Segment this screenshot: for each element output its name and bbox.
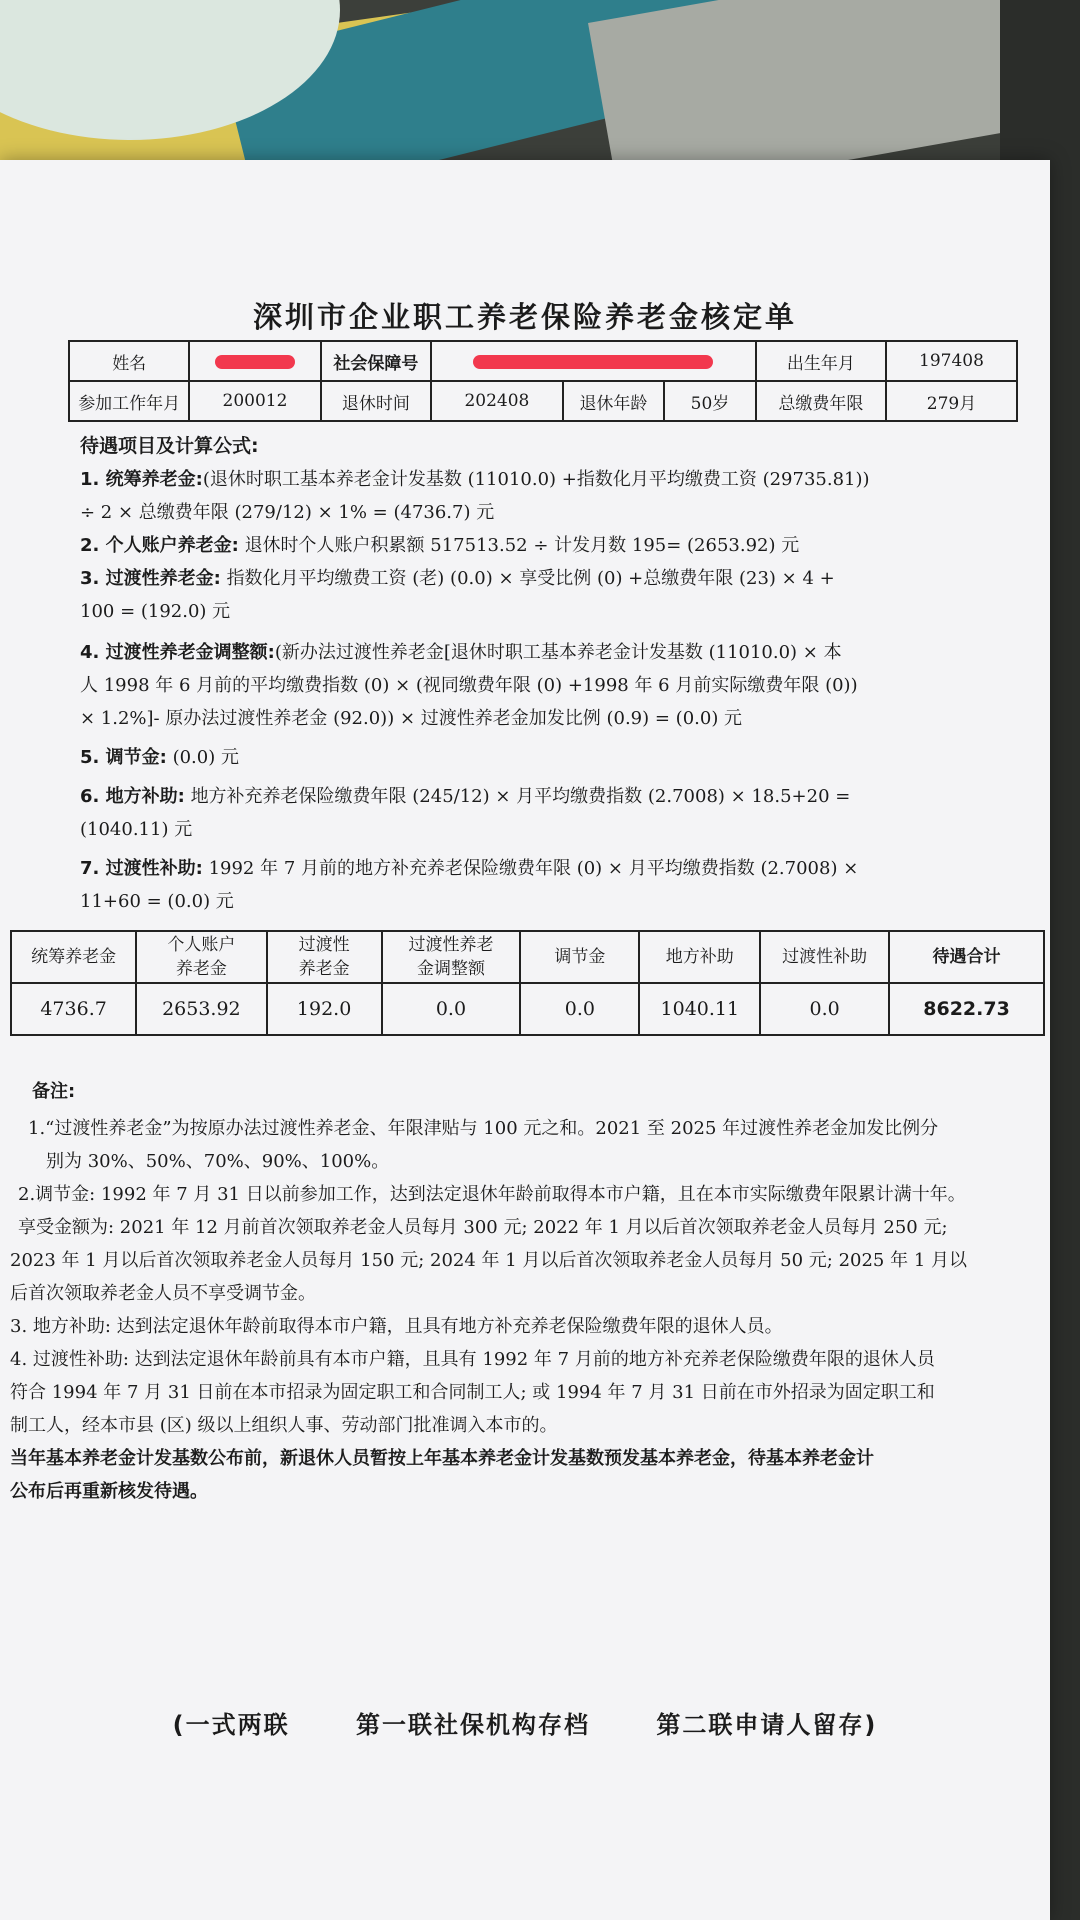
formula-section (80, 430, 1020, 918)
formula-1-text-a: (退休时职工基本养老金计发基数 (11010.0) +指数化月平均缴费工资 (29735.81)) (202, 469, 870, 490)
note-line: 当年基本养老金计发基数公布前，新退休人员暂按上年基本养老金计发基数预发基本养老金，待基本养老金计 (10, 1448, 874, 1469)
formula-6-text-a: 地方补充养老保险缴费年限 (245/12) × 月平均缴费指数 (2.7008) × 18.5+20 = (190, 786, 851, 807)
summary-value-pooled: 4736.7 (11, 983, 136, 1035)
formula-5-label: 5. 调节金: (80, 747, 167, 768)
summary-value-adjustment: 0.0 (382, 983, 521, 1035)
summary-header-text: 过渡性养老 (408, 935, 494, 955)
summary-value-local-subsidy: 1040.11 (639, 983, 760, 1035)
note-line: 制工人，经本市县 (区) 级以上组织人事、劳动部门批准调入本市的。 (10, 1415, 558, 1436)
redaction-mark (215, 355, 295, 369)
summary-header-text: 过渡性补助 (782, 947, 868, 967)
summary-header-text: 金调整额 (416, 959, 485, 979)
document-footer (0, 1705, 1050, 1740)
formula-2 (80, 529, 1020, 562)
formula-4-cont-1: 人 1998 年 6 月前的平均缴费指数 (0) × (视同缴费年限 (0) +1998 年 6 月前实际缴费年限 (0)) (80, 675, 858, 696)
summary-header-text: 调节金 (554, 947, 606, 967)
formula-1-cont: ÷ 2 × 总缴费年限 (279/12) × 1% = (4736.7) 元 (80, 502, 495, 523)
document-title: 深圳市企业职工养老保险养老金核定单 (252, 300, 797, 334)
retire-time-label: 退休时间 (321, 381, 432, 421)
summary-value-personal: 2653.92 (136, 983, 266, 1035)
footer-copy-1: 第一联社保机构存档 (356, 1711, 590, 1739)
summary-value-transitional: 192.0 (267, 983, 382, 1035)
formula-7-label: 7. 过渡性补助: (80, 858, 203, 879)
note-line: 公布后再重新核发待遇。 (10, 1481, 208, 1502)
summary-value-row (11, 983, 1044, 1035)
formula-4-label: 4. 过渡性养老金调整额: (80, 642, 275, 663)
work-start-label: 参加工作年月 (69, 381, 189, 421)
summary-header-cell (382, 931, 521, 983)
note-line: 2023 年 1 月以后首次领取养老金人员每月 150 元; 2024 年 1 月以后首次领取养老金人员每月 50 元; 2025 年 1 月以 (10, 1250, 967, 1271)
formula-1 (80, 463, 1020, 496)
notes-section (10, 1075, 1050, 1508)
info-table (68, 340, 1018, 422)
retire-time-value: 202408 (431, 381, 563, 421)
formula-3 (80, 562, 1020, 595)
summary-header-cell (267, 931, 382, 983)
formula-2-label: 2. 个人账户养老金: (80, 535, 239, 556)
formula-1-label: 1. 统筹养老金: (80, 469, 203, 490)
document-paper (0, 160, 1050, 1920)
note-line: 2.调节金: 1992 年 7 月 31 日以前参加工作，达到法定退休年龄前取得本市户籍，且在本市实际缴费年限累计满十年。 (18, 1184, 966, 1205)
formula-4 (80, 636, 1020, 669)
ss-value-redacted (431, 341, 756, 381)
summary-table (10, 930, 1045, 1036)
summary-header-text: 统筹养老金 (31, 947, 117, 967)
formula-heading: 待遇项目及计算公式: (80, 435, 259, 457)
name-label: 姓名 (69, 341, 189, 381)
summary-header-text: 过渡性 (298, 935, 350, 955)
formula-4-cont-2: × 1.2%]- 原办法过渡性养老金 (92.0)) × 过渡性养老金加发比例 (0.9) = (0.0) 元 (80, 708, 743, 729)
formula-7 (80, 852, 1020, 885)
formula-6-cont: (1040.11) 元 (80, 819, 193, 840)
notes-heading: 备注: (32, 1081, 76, 1102)
note-line: 别为 30%、50%、70%、90%、100%。 (46, 1151, 390, 1172)
info-row-1 (69, 341, 1017, 381)
work-start-value: 200012 (189, 381, 320, 421)
formula-7-text-a: 1992 年 7 月前的地方补充养老保险缴费年限 (0) × 月平均缴费指数 (2.7008) × (208, 858, 859, 879)
footer-copies: (一式两联 (172, 1711, 290, 1739)
summary-header-text: 养老金 (298, 959, 350, 979)
summary-header-text: 个人账户 (167, 935, 236, 955)
total-months-value: 279月 (886, 381, 1017, 421)
birth-value: 197408 (886, 341, 1017, 381)
footer-copy-2: 第二联申请人留存) (656, 1711, 878, 1739)
total-months-label: 总缴费年限 (756, 381, 886, 421)
formula-5-text: (0.0) 元 (172, 747, 239, 768)
summary-header-text: 地方补助 (665, 947, 734, 967)
info-row-2 (69, 381, 1017, 421)
birth-label: 出生年月 (756, 341, 886, 381)
summary-value-total: 8622.73 (889, 983, 1044, 1035)
formula-3-cont: 100 = (192.0) 元 (80, 601, 231, 622)
name-value-redacted (189, 341, 320, 381)
summary-value-regulation: 0.0 (520, 983, 639, 1035)
formula-5 (80, 741, 1020, 774)
redaction-mark (473, 355, 713, 369)
retire-age-label: 退休年龄 (563, 381, 664, 421)
formula-4-text-a: (新办法过渡性养老金[退休时职工基本养老金计发基数 (11010.0) × 本 (274, 642, 842, 663)
formula-2-text: 退休时个人账户积累额 517513.52 ÷ 计发月数 195= (2653.92) 元 (244, 535, 800, 556)
note-line: 4. 过渡性补助: 达到法定退休年龄前具有本市户籍，且具有 1992 年 7 月前的地方补充养老保险缴费年限的退休人员 (10, 1349, 935, 1370)
formula-3-label: 3. 过渡性养老金: (80, 568, 221, 589)
formula-3-text-a: 指数化月平均缴费工资 (老) (0.0) × 享受比例 (0) +总缴费年限 (23) × 4 + (226, 568, 835, 589)
note-line: 享受金额为: 2021 年 12 月前首次领取养老金人员每月 300 元; 2022 年 1 月以后首次领取养老金人员每月 250 元; (18, 1217, 948, 1238)
summary-header-text: 养老金 (175, 959, 227, 979)
retire-age-value: 50岁 (664, 381, 756, 421)
summary-header-row (11, 931, 1044, 983)
summary-value-transitional-subsidy: 0.0 (760, 983, 889, 1035)
summary-header-cell (136, 931, 266, 983)
formula-7-cont: 11+60 = (0.0) 元 (80, 891, 234, 912)
summary-header-text: 待遇合计 (932, 947, 1001, 967)
summary-header-cell (520, 931, 639, 983)
summary-header-cell (639, 931, 760, 983)
note-line: 3. 地方补助: 达到法定退休年龄前取得本市户籍，且具有地方补充养老保险缴费年限的退休人员。 (10, 1316, 783, 1337)
note-line: 后首次领取养老金人员不享受调节金。 (10, 1283, 316, 1304)
summary-header-cell-total (889, 931, 1044, 983)
summary-header-cell (11, 931, 136, 983)
note-line: 1.“过渡性养老金”为按原办法过渡性养老金、年限津贴与 100 元之和。2021 至 2025 年过渡性养老金加发比例分 (28, 1118, 939, 1139)
ss-label: 社会保障号 (321, 341, 432, 381)
formula-6-label: 6. 地方补助: (80, 786, 185, 807)
formula-6 (80, 780, 1020, 813)
note-line: 符合 1994 年 7 月 31 日前在本市招录为固定职工和合同制工人; 或 1994 年 7 月 31 日前在市外招录为固定职工和 (10, 1382, 935, 1403)
summary-header-cell (760, 931, 889, 983)
